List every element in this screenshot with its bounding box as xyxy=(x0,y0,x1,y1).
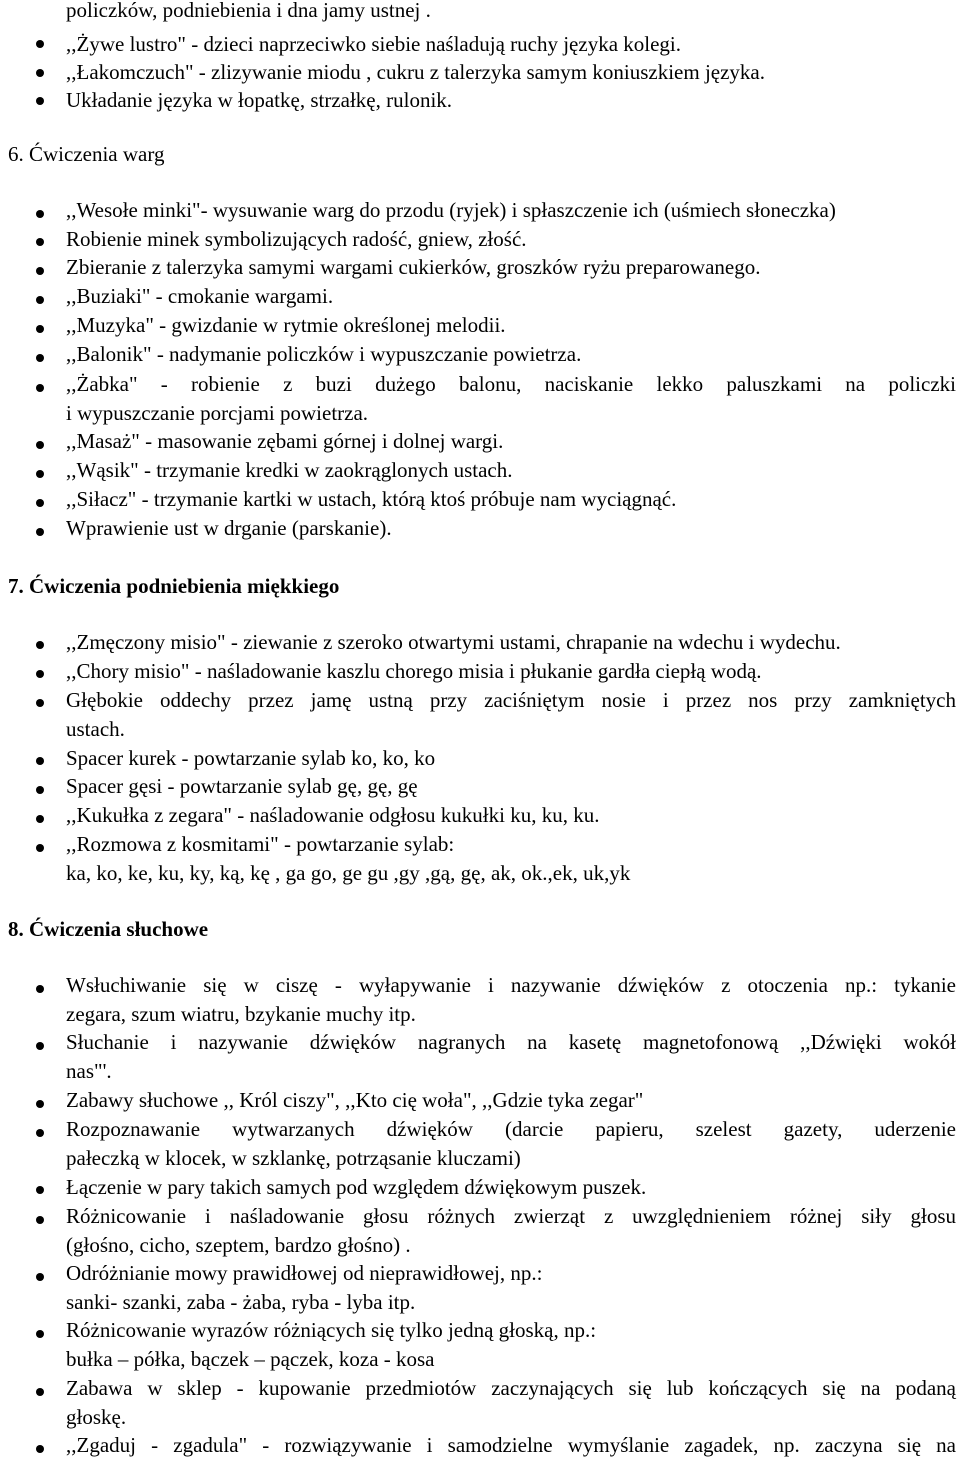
list-item: ,,Żabka" - robienie z buzi dużego balonu, naciskanie lekko paluszkami na policzki xyxy=(66,372,956,396)
list-item: Wprawienie ust w drganie (parskanie). xyxy=(66,516,392,540)
bullet-icon xyxy=(36,441,44,449)
list-item: Wsłuchiwanie się w ciszę - wyłapywanie i nazywanie dźwięków z otoczenia np.: tykanie xyxy=(66,973,956,997)
list-item-continuation: głoskę. xyxy=(66,1405,127,1429)
list-item: ,,Muzyka" - gwizdanie w rytmie określonej melodii. xyxy=(66,313,506,337)
bullet-icon xyxy=(36,267,44,275)
list-item: Odróżnianie mowy prawidłowej od nieprawidłowej, np.: xyxy=(66,1261,543,1285)
bullet-icon xyxy=(36,1100,44,1108)
list-item-continuation: bułka – półka, bączek – pączek, koza - kosa xyxy=(66,1347,435,1371)
list-item: ,,Zgaduj - zgadula" - rozwiązywanie i samodzielne wymyślanie zagadek, np. zaczyna się na xyxy=(66,1433,956,1457)
bullet-icon xyxy=(36,757,44,765)
list-item-continuation: nas"'. xyxy=(66,1059,112,1083)
list-item: Słuchanie i nazywanie dźwięków nagranych na kasetę magnetofonową ,,Dźwięki wokół xyxy=(66,1030,956,1054)
bullet-icon xyxy=(36,786,44,794)
bullet-icon xyxy=(36,815,44,823)
list-item-continuation: ustach. xyxy=(66,717,125,741)
list-item: ,,Kukułka z zegara" - naśladowanie odgłosu kukułki ku, ku, ku. xyxy=(66,803,600,827)
list-item-continuation: i wypuszczanie porcjami powietrza. xyxy=(66,401,369,425)
list-item: Układanie języka w łopatkę, strzałkę, rulonik. xyxy=(66,88,453,112)
bullet-icon xyxy=(36,1273,44,1281)
list-item-continuation: pałeczką w klocek, w szklankę, potrząsanie kluczami) xyxy=(66,1146,521,1170)
list-item: ,,Masaż" - masowanie zębami górnej i dolnej wargi. xyxy=(66,429,504,453)
bullet-icon xyxy=(36,325,44,333)
bullet-icon xyxy=(36,97,44,105)
list-item: ,,Wąsik" - trzymanie kredki w zaokrąglonych ustach. xyxy=(66,458,513,482)
list-item-continuation: sanki- szanki, zaba - żaba, ryba - lyba itp. xyxy=(66,1290,416,1314)
bullet-icon xyxy=(36,296,44,304)
bullet-icon xyxy=(36,844,44,852)
list-item: ,,Siłacz" - trzymanie kartki w ustach, którą ktoś próbuje nam wyciągnąć. xyxy=(66,487,677,511)
section-8-heading: 8. Ćwiczenia słuchowe xyxy=(8,917,209,941)
list-item: Zabawy słuchowe ,, Król ciszy", ,,Kto cię woła", ,,Gdzie tyka zegar" xyxy=(66,1088,644,1112)
list-item: ,,Zmęczony misio" - ziewanie z szeroko otwartymi ustami, chrapanie na wdechu i wydechu. xyxy=(66,630,841,654)
continued-text: policzków, podniebienia i dna jamy ustnej . xyxy=(66,0,431,22)
list-item: Rozpoznawanie wytwarzanych dźwięków (darcie papieru, szelest gazety, uderzenie xyxy=(66,1117,956,1141)
list-item: ,,Rozmowa z kosmitami" - powtarzanie sylab: xyxy=(66,832,455,856)
bullet-icon xyxy=(36,985,44,993)
bullet-icon xyxy=(36,1216,44,1224)
list-item: Spacer gęsi - powtarzanie sylab gę, gę, gę xyxy=(66,774,418,798)
list-item: Spacer kurek - powtarzanie sylab ko, ko, ko xyxy=(66,746,436,770)
list-item: ,,Balonik" - nadymanie policzków i wypuszczanie powietrza. xyxy=(66,342,582,366)
list-item: Zabawa w sklep - kupowanie przedmiotów zaczynających się lub kończących się na podaną xyxy=(66,1376,956,1400)
bullet-icon xyxy=(36,1129,44,1137)
list-item: Łączenie w pary takich samych pod względem dźwiękowym puszek. xyxy=(66,1175,647,1199)
bullet-icon xyxy=(36,69,44,77)
list-item-continuation: (głośno, cicho, szeptem, bardzo głośno) . xyxy=(66,1233,411,1257)
section-6-heading: 6. Ćwiczenia warg xyxy=(8,142,165,166)
list-item: ,,Chory misio" - naśladowanie kaszlu chorego misia i płukanie gardła ciepłą wodą. xyxy=(66,659,762,683)
bullet-icon xyxy=(36,1042,44,1050)
list-item: ,,Łakomczuch" - zlizywanie miodu , cukru z talerzyka samym koniuszkiem języka. xyxy=(66,60,765,84)
bullet-icon xyxy=(36,384,44,392)
bullet-icon xyxy=(36,641,44,649)
list-item: Różnicowanie wyrazów różniących się tylko jedną głoską, np.: xyxy=(66,1318,597,1342)
bullet-icon xyxy=(36,1186,44,1194)
list-item: Robienie minek symbolizujących radość, gniew, złość. xyxy=(66,227,527,251)
list-item: Różnicowanie i naśladowanie głosu różnych zwierząt z uwzględnieniem różnej siły głosu xyxy=(66,1204,956,1228)
bullet-icon xyxy=(36,470,44,478)
bullet-icon xyxy=(36,1445,44,1453)
bullet-icon xyxy=(36,499,44,507)
list-item: ,,Buziaki" - cmokanie wargami. xyxy=(66,284,334,308)
bullet-icon xyxy=(36,528,44,536)
bullet-icon xyxy=(36,1388,44,1396)
list-item-continuation: ka, ko, ke, ku, ky, ką, kę , ga go, ge gu ,gy ,gą, gę, ak, ok.,ek, uk,yk xyxy=(66,861,631,885)
bullet-icon xyxy=(36,670,44,678)
bullet-icon xyxy=(36,40,44,48)
section-7-heading: 7. Ćwiczenia podniebienia miękkiego xyxy=(8,574,340,598)
list-item: ,,Żywe lustro" - dzieci naprzeciwko siebie naśladują ruchy języka kolegi. xyxy=(66,32,682,56)
list-item: Zbieranie z talerzyka samymi wargami cukierków, groszków ryżu preparowanego. xyxy=(66,255,761,279)
bullet-icon xyxy=(36,354,44,362)
bullet-icon xyxy=(36,238,44,246)
list-item-continuation: zegara, szum wiatru, bzykanie muchy itp. xyxy=(66,1002,416,1026)
bullet-icon xyxy=(36,1330,44,1338)
list-item: Głębokie oddechy przez jamę ustną przy zaciśniętym nosie i przez nos przy zamkniętych xyxy=(66,688,956,712)
bullet-icon xyxy=(36,699,44,707)
list-item: ,,Wesołe minki"- wysuwanie warg do przodu (ryjek) i spłaszczenie ich (uśmiech słoneczka) xyxy=(66,198,836,222)
bullet-icon xyxy=(36,210,44,218)
